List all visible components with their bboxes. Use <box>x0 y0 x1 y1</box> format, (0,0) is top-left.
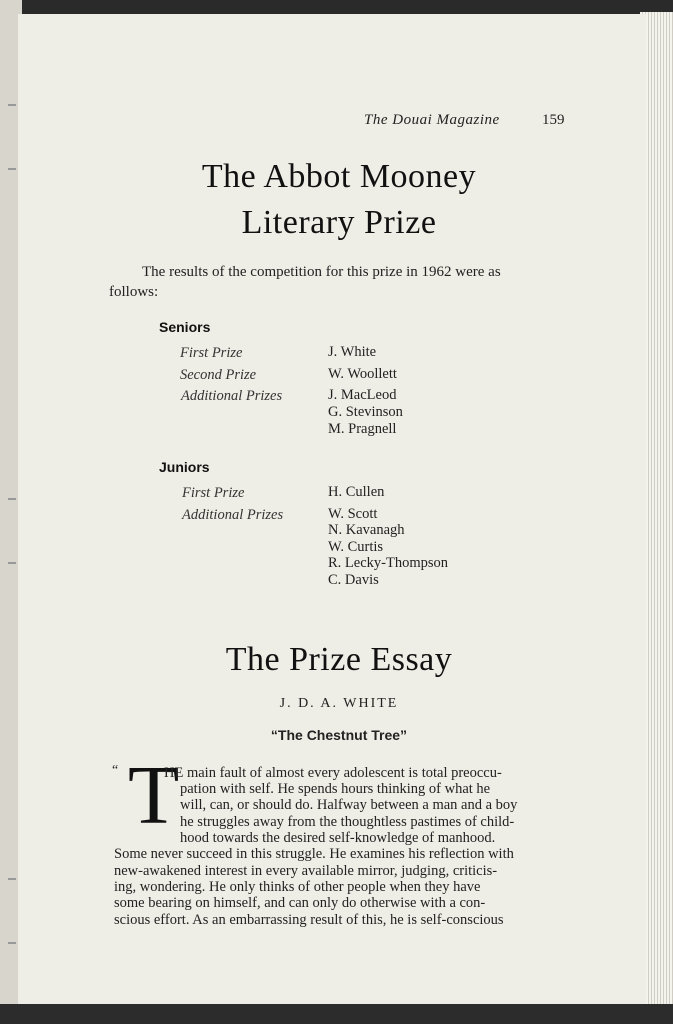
essay-line: ing, wondering. He only thinks of other people when they have <box>114 879 481 895</box>
spine-mark <box>8 498 16 500</box>
prize-category: First Prize <box>182 485 245 501</box>
winner-name: J. MacLeod <box>328 387 397 403</box>
spine-mark <box>8 104 16 106</box>
article-title: Literary Prize <box>241 204 437 241</box>
essay-line: he struggles away from the thoughtless pastimes of child- <box>180 814 515 830</box>
page-number: 159 <box>542 112 565 128</box>
running-header: The Douai Magazine <box>364 112 500 128</box>
essay-subtitle: “The Chestnut Tree” <box>270 727 408 743</box>
winner-name: W. Curtis <box>328 539 384 555</box>
winner-name: J. White <box>328 344 377 360</box>
drop-cap: T <box>128 749 180 842</box>
opening-quote: “ <box>112 763 119 778</box>
intro-text: follows: <box>109 284 159 300</box>
seniors-heading: Seniors <box>159 319 211 335</box>
winner-name: C. Davis <box>328 572 379 588</box>
essay-line: will, can, or should do. Halfway between a man and a boy <box>180 797 518 813</box>
winner-name: N. Kavanagh <box>328 522 405 538</box>
prize-category: Second Prize <box>180 367 257 383</box>
article-title: The Abbot Mooney <box>201 158 477 195</box>
juniors-heading: Juniors <box>159 459 210 475</box>
essay-line: new-awakened interest in every available mirror, judging, criticis- <box>114 863 498 879</box>
essay-author: J. D. A. WHITE <box>279 696 399 711</box>
essay-line: Some never succeed in this struggle. He examines his reflection with <box>114 846 514 862</box>
prize-category: Additional Prizes <box>181 388 283 404</box>
winner-name: R. Lecky-Thompson <box>328 555 449 571</box>
essay-title: The Prize Essay <box>225 641 453 678</box>
winner-name: W. Scott <box>328 506 378 522</box>
spine-mark <box>8 168 16 170</box>
essay-line: hood towards the desired self-knowledge of manhood. <box>180 830 496 846</box>
spine-mark <box>8 562 16 564</box>
prize-category: First Prize <box>180 345 243 361</box>
intro-text: The results of the competition for this prize in 1962 were as <box>142 264 501 280</box>
essay-line: pation with self. He spends hours thinking of what he <box>180 781 491 797</box>
prize-category: Additional Prizes <box>182 507 284 523</box>
winner-name: W. Woollett <box>328 366 397 382</box>
book-cover-bottom <box>0 1004 673 1024</box>
essay-line: scious effort. As an embarrassing result of this, he is self-conscious <box>114 912 504 928</box>
spine-mark <box>8 942 16 944</box>
winner-name: M. Pragnell <box>328 421 397 437</box>
essay-line: HE main fault of almost every adolescent is total preoccu- <box>164 765 502 781</box>
essay-line: some bearing on himself, and can only do otherwise with a con- <box>114 895 486 911</box>
spine-mark <box>8 878 16 880</box>
winner-name: H. Cullen <box>328 484 385 500</box>
winner-name: G. Stevinson <box>328 404 403 420</box>
